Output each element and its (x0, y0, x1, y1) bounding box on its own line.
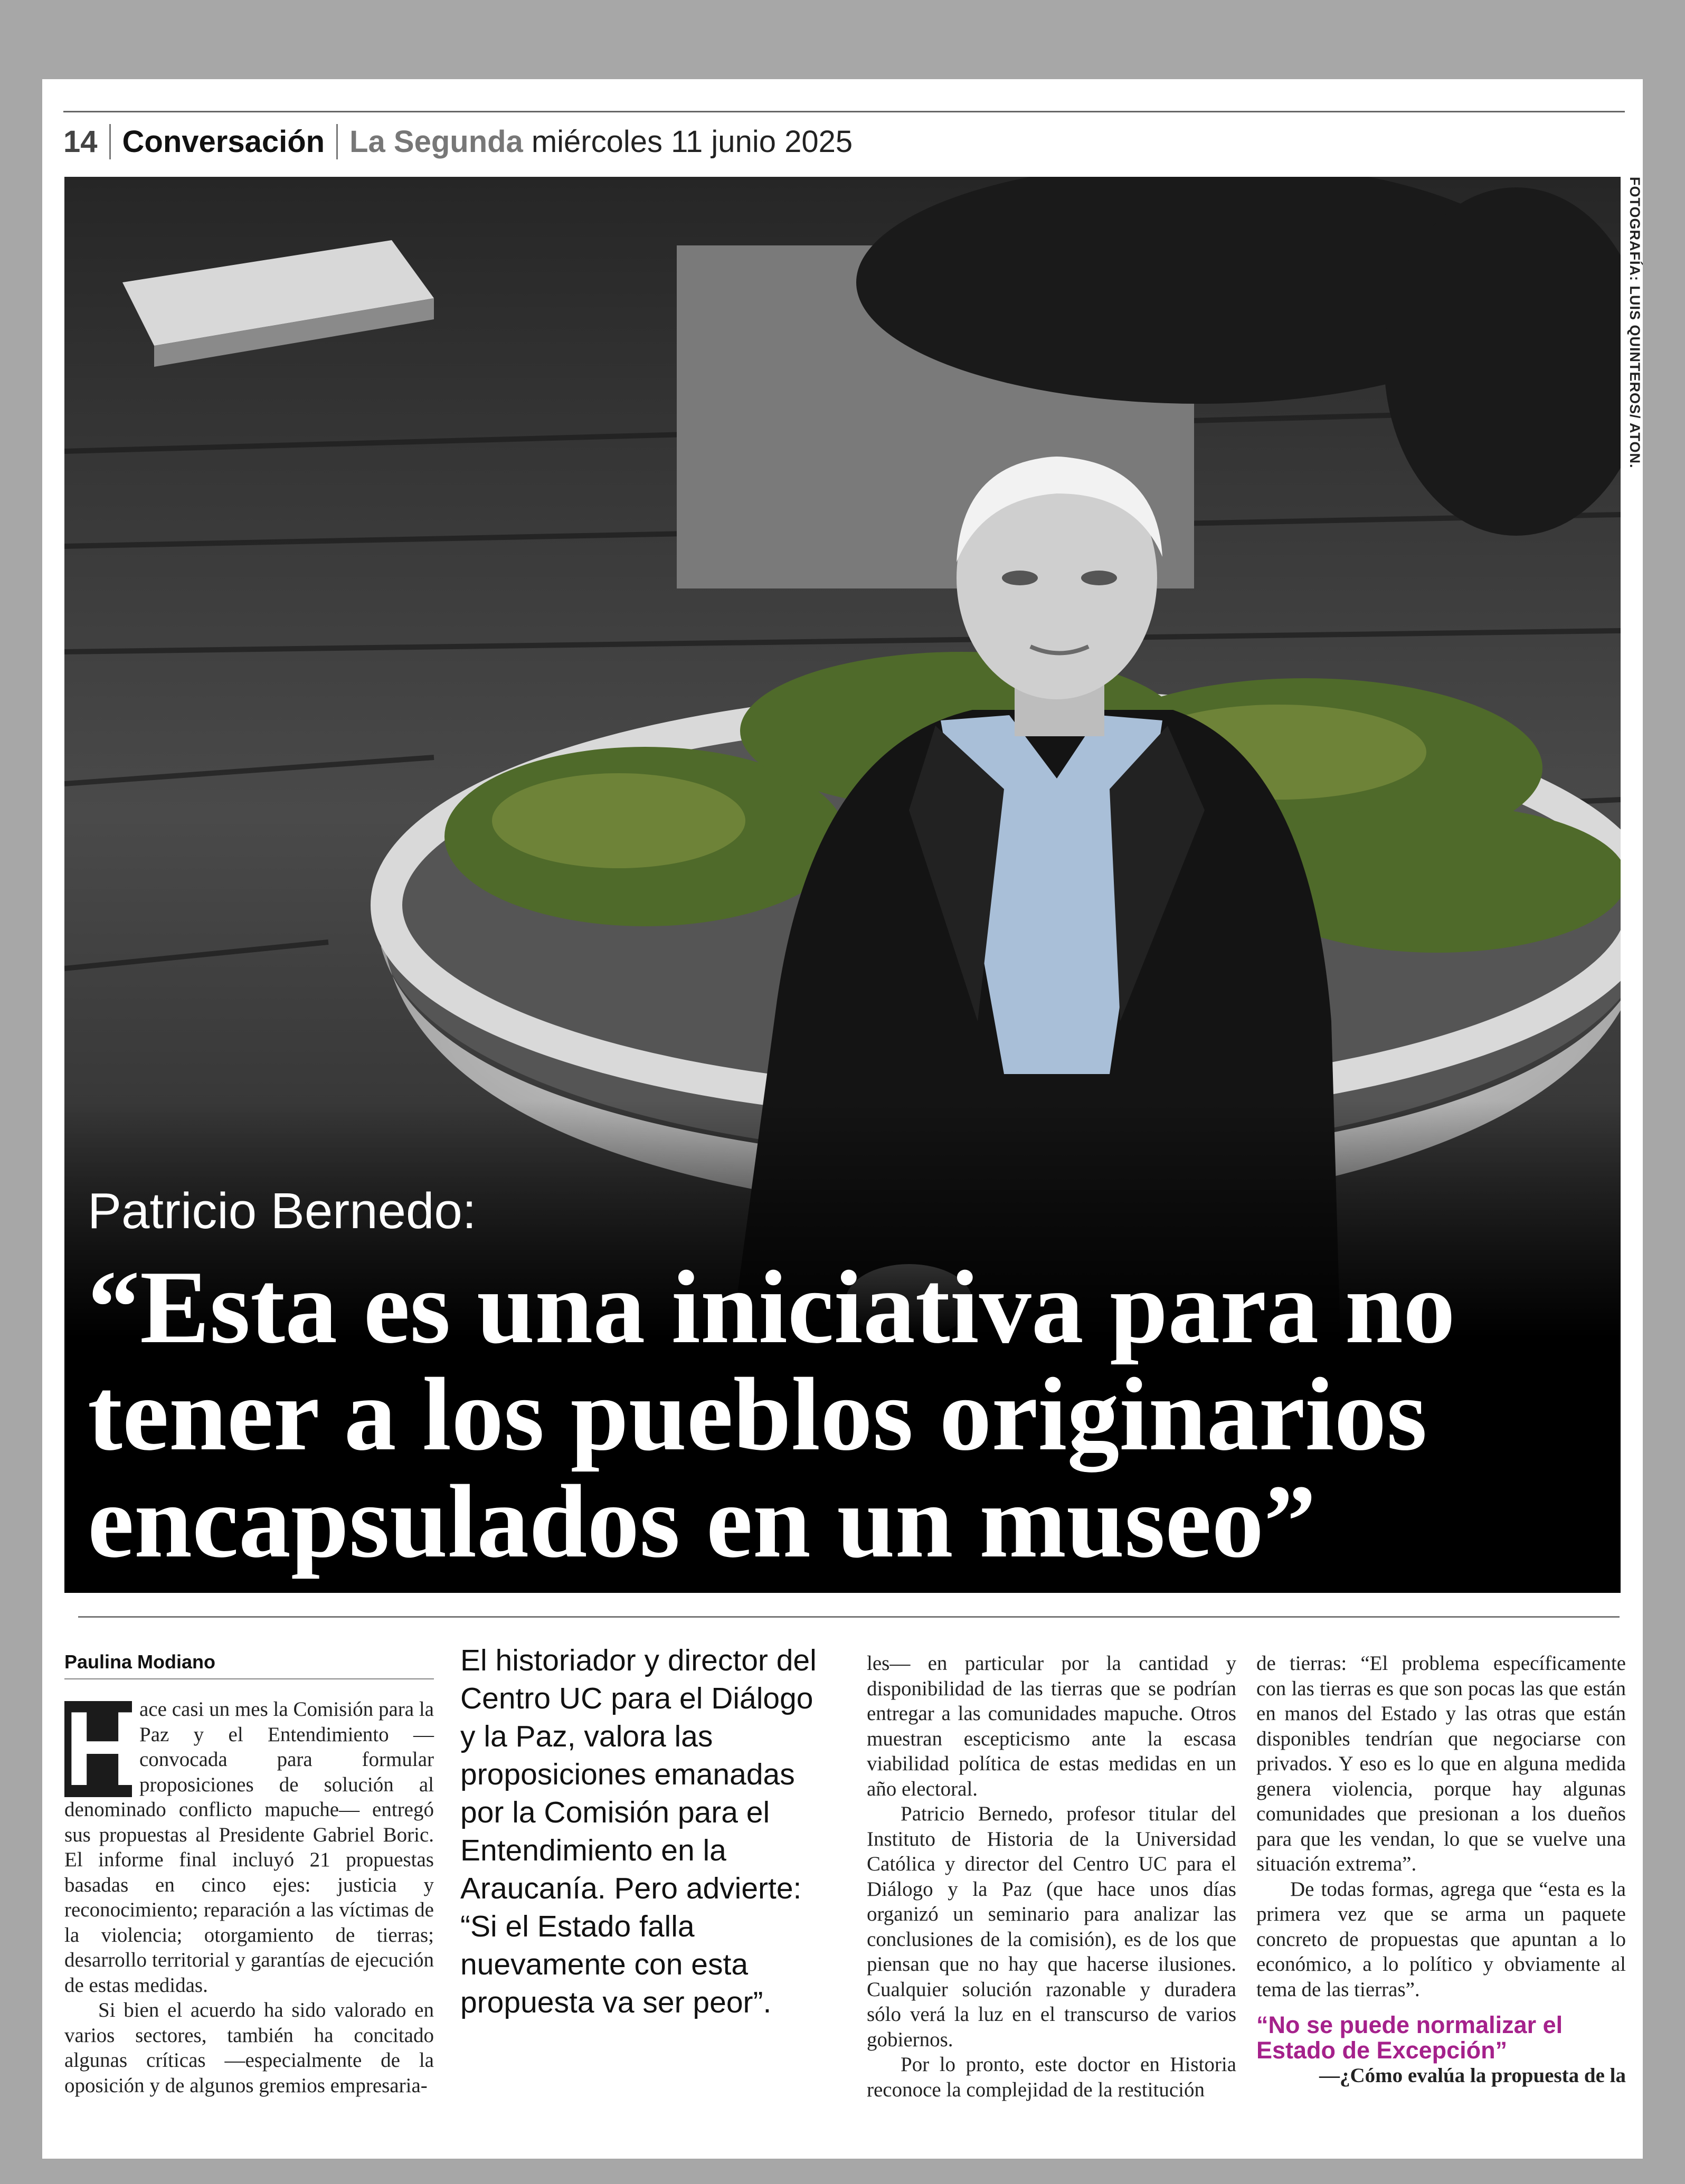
paragraph: les— en particular por la cantidad y disponibilidad de las tierras que se podrían entregar a las comunidades mapuche. Otros muestran escepticismo ante la escasa viabilidad política de estas medidas en un año electoral. (867, 1652, 1236, 1800)
paragraph: De todas formas, agrega que “esta es la primera vez que se arma un paquete concreto de propuestas que apuntan a lo económico, a lo político y obviamente al tema de las tierras”. (1256, 1877, 1626, 2001)
byline: Paulina Modiano (64, 1651, 216, 1673)
article-top-rule (78, 1616, 1620, 1618)
headline-title: “Esta es una iniciativa para no tener a los pueblos originarios encapsulados en un museo” (88, 1249, 1455, 1579)
page-header (63, 120, 853, 163)
article-column-1 (64, 1690, 434, 2098)
lead-paragraph: ace casi un mes la Comisión para la Paz y el Entendimiento —convocada para formular proposiciones de solución al denominado conflicto mapuche— entregó sus propuestas al Presidente Gabriel Boric. El informe final incluyó 21 propuestas basadas en cinco ejes: justicia y reconocimiento; reparación a las víctimas de la violencia; otorgamiento de tierras; desarrollo territorial y garantías de ejecución de estas medidas. (64, 1698, 434, 1997)
section-name: Conversación (109, 124, 337, 159)
header-rule (63, 111, 1625, 112)
headline-kicker: Patricio Bernedo: (88, 1183, 477, 1239)
drop-cap: H (64, 1690, 141, 1808)
article-column-4 (1256, 1651, 1626, 2088)
paragraph: Si bien el acuerdo ha sido valorado en varios sectores, también ha concitado algunas críticas —especialmente de la oposición y de algunos gremios empresaria- (64, 1999, 434, 2097)
photo-credit (1625, 177, 1646, 469)
paragraph: Patricio Bernedo, profesor titular del Instituto de Historia de la Universidad Católica y director del Centro UC para el Diálogo y la Paz (que hace unos días organizó un seminario para analizar las conclusiones de la comisión), es de los que piensan que no hay que hacerse ilusiones. Cualquier solución razonable y duradera sólo verá la luz en el transcurso de varios gobiernos. (867, 1802, 1236, 2051)
photo-credit-text: FOTOGRAFÍA: LUIS QUINTEROS/ ATON. (1627, 177, 1643, 469)
paragraph: de tierras: “El problema específicamente con las tierras es que son pocas las que están en manos del Estado y las otras que están disponibles tendrían que negociarse con privados. Y eso es lo que en alguna medida genera violencia, porque hay algunas comunidades que presionan a los dueños para que les vendan, lo que se vuelve una situación extrema”. (1256, 1652, 1626, 1875)
interview-question: —¿Cómo evalúa la propuesta de la (1319, 2064, 1626, 2087)
page-number: 14 (63, 124, 98, 159)
publication-date: miércoles 11 junio 2025 (531, 124, 853, 159)
section-subhead: “No se puede normalizar el Estado de Excepción” (1256, 2011, 1563, 2064)
paragraph: Por lo pronto, este doctor en Historia reconoce la complejidad de la restitución (867, 2053, 1236, 2101)
article-column-3 (867, 1651, 1236, 2102)
portrait-photo (64, 177, 1621, 1593)
byline-rule (64, 1678, 434, 1679)
publication-name: La Segunda (336, 124, 523, 159)
article-deck: El historiador y director del Centro UC para el Diálogo y la Paz, valora las proposiciones emanadas por la Comisión para el Entendimiento en la Araucanía. Pero advierte: “Si el Estado falla nuevamente con esta propuesta va ser peor”. (460, 1644, 817, 2019)
